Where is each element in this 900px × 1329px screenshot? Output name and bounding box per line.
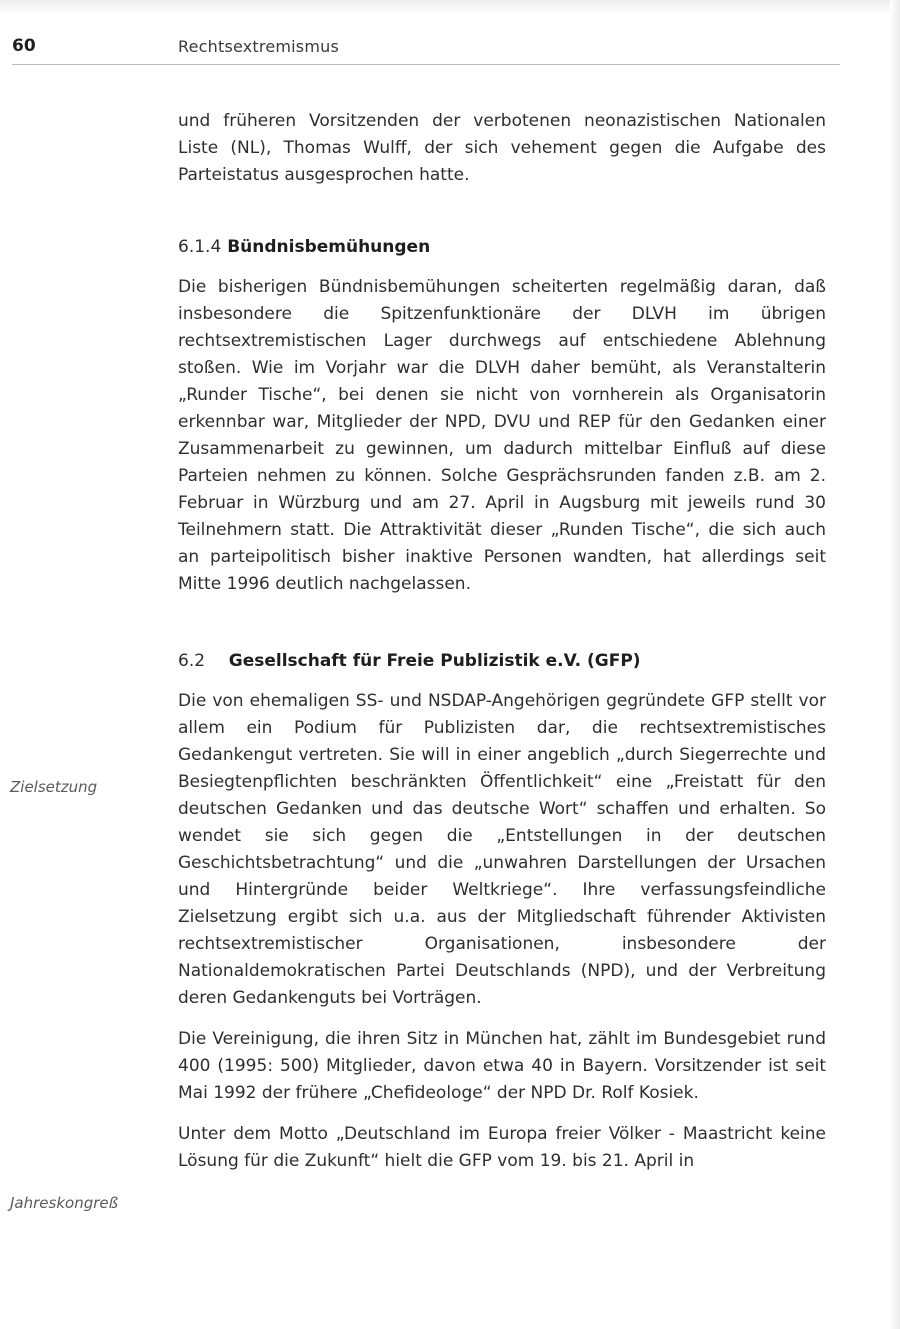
- section-title: Bündnisbemühungen: [227, 237, 431, 257]
- running-title: Rechtsextremismus: [178, 37, 339, 56]
- paragraph-gfp-1: Die von ehemaligen SS- und NSDAP-Angehörigen gegründete GFP stellt vor allem ein Podium für Publizisten dar, die rechtsextremistisches Gedankengut vertreten. Sie will in einer angeblich „durch Siegerrechte und Besiegtenpflichten beschränkten Öffentlichkeit“ eine „Freistatt für den deutschen Gedanken und das deutsche Wort“ schaffen und erhalten. So wendet sie sich gegen die „Entstellungen in der deutschen Geschichtsbetrachtung“ und die „unwahren Darstellungen der Ursachen und Hintergründe beider Weltkriege“. Ihre verfassungsfeindliche Zielsetzung ergibt sich u.a. aus der Mitgliedschaft führender Aktivisten rechtsextremistischer Organisationen, insbesondere der Nationaldemokratischen Partei Deutschlands (NPD), und der Verbreitung deren Gedankenguts bei Vorträgen.: [178, 691, 826, 1008]
- paragraph-buendnis: Die bisherigen Bündnisbemühungen scheiterten regelmäßig daran, daß insbesondere die Spitzenfunktionäre der DLVH im übrigen rechtsextremistischen Lager durchwegs auf entschiedene Ablehnung stoßen. Wie im Vorjahr war die DLVH daher bemüht, als Veranstalterin „Runder Tische“, bei denen sie nicht von vornherein als Organisatorin erkennbar war, Mitglieder der NPD, DVU und REP für den Gedanken einer Zusammenarbeit zu gewinnen, um dadurch mittelbar Einfluß auf diese Parteien nehmen zu können. Solche Gesprächsrunden fanden z.B. am 2. Februar in Würzburg und am 27. April in Augsburg mit jeweils rund 30 Teilnehmern statt. Die Attraktivität dieser „Runden Tische“, die sich auch an parteipolitisch bisher inaktive Personen wandten, hat allerdings seit Mitte 1996 deutlich nachgelassen.: [178, 277, 826, 594]
- scan-top-shadow: [0, 0, 900, 14]
- margin-note-jahreskongress: Jahreskongreß: [10, 1194, 119, 1212]
- body-text: [178, 108, 826, 1175]
- scan-right-shadow: [890, 0, 900, 1329]
- page-number: 60: [12, 36, 36, 56]
- page-header: [12, 36, 840, 65]
- section-number: 6.1.4: [178, 237, 222, 257]
- margin-note-zielsetzung: Zielsetzung: [10, 778, 98, 796]
- paragraph-intro: und früheren Vorsitzenden der verbotenen neonazistischen Nationalen Liste (NL), Thomas Wulff, der sich vehement gegen die Aufgabe des Parteistatus ausgesprochen hatte.: [178, 111, 826, 185]
- section-heading-6-2: [178, 648, 826, 675]
- section-heading-6-1-4: [178, 234, 826, 261]
- section-number: 6.2: [178, 651, 206, 671]
- paragraph-gfp-2: Die Vereinigung, die ihren Sitz in München hat, zählt im Bundesgebiet rund 400 (1995: 500) Mitglieder, davon etwa 40 in Bayern. Vorsitzender ist seit Mai 1992 der frühere „Chefideologe“ der NPD Dr. Rolf Kosiek.: [178, 1029, 826, 1103]
- paragraph-gfp-3: Unter dem Motto „Deutschland im Europa freier Völker - Maastricht keine Lösung für die Zukunft“ hielt die GFP vom 19. bis 21. April in: [178, 1124, 826, 1171]
- section-title: Gesellschaft für Freie Publizistik e.V. (GFP): [228, 651, 641, 671]
